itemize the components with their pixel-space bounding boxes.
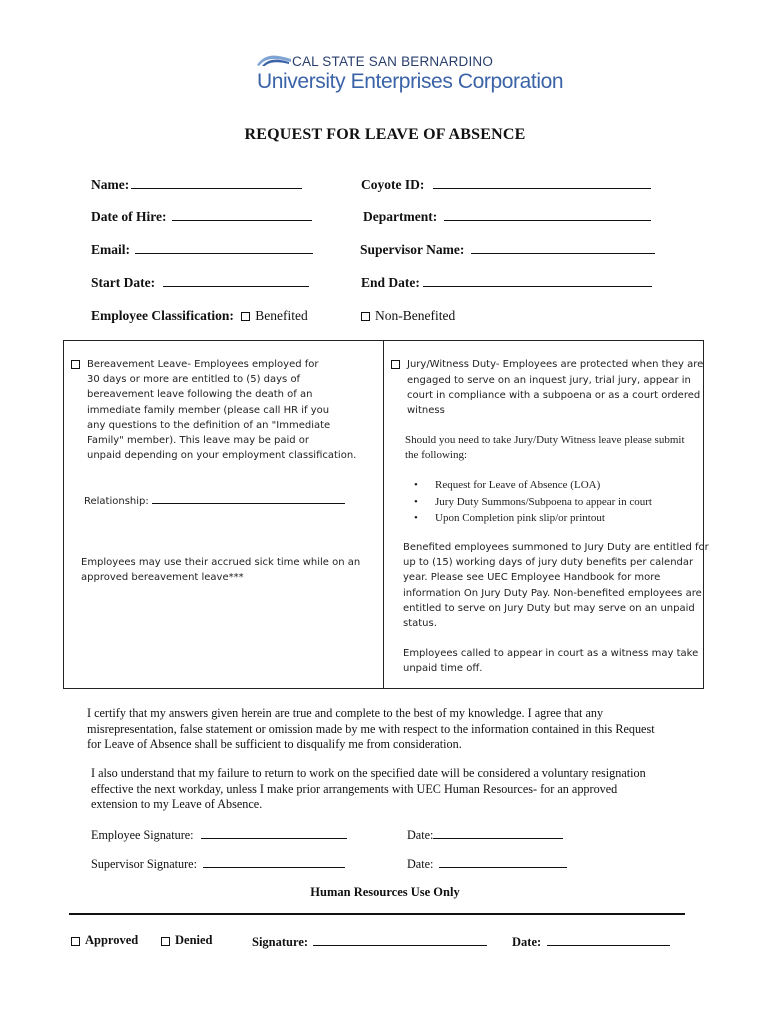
denied-option: [161, 933, 213, 948]
supervisor-name-field[interactable]: [360, 241, 655, 258]
bereavement-line: unpaid depending on your employment classification.: [87, 450, 357, 462]
employee-signature-line[interactable]: [201, 826, 347, 839]
jury-benefited-note: [403, 540, 709, 631]
bereavement-checkbox[interactable]: [71, 360, 80, 369]
resignation-line: extension to my Leave of Absence.: [91, 797, 263, 811]
sick-time-note: [81, 555, 360, 585]
jury-line: Jury/Witness Duty- Employees are protected when they are: [407, 359, 704, 370]
relationship-field[interactable]: [84, 494, 345, 509]
certify-line: misrepresentation, false statement or omission made by me with respect to the information contained in this Request: [87, 721, 655, 736]
non-benefited-label: Non-Benefited: [375, 308, 456, 323]
jury-bullet-item: • Upon Completion pink slip/or printout: [405, 511, 652, 528]
benefited-label: Benefited: [255, 308, 308, 323]
supervisor-date-line[interactable]: [439, 855, 567, 868]
supervisor-name-input-line[interactable]: [471, 241, 655, 254]
employee-date-field[interactable]: [407, 826, 563, 844]
employee-signature-field[interactable]: [91, 826, 347, 844]
jury-submit-note: [405, 433, 685, 463]
supervisor-signature-line[interactable]: [203, 855, 345, 868]
jury-bullet-item: • Request for Leave of Absence (LOA): [405, 478, 652, 495]
certify-paragraph: [87, 706, 655, 753]
employee-classification-field: [91, 308, 308, 324]
relationship-label: Relationship:: [84, 496, 149, 507]
end-date-field[interactable]: [361, 274, 652, 291]
bereavement-line: 30 days or more are entitled to (5) days of: [87, 374, 301, 386]
hr-date-line[interactable]: [547, 933, 670, 946]
cal-state-logo-icon: [256, 51, 292, 67]
jury-benefited-line: status.: [403, 618, 437, 630]
sick-time-line: approved bereavement leave***: [81, 572, 244, 584]
supervisor-name-label: Supervisor Name:: [360, 242, 465, 257]
jury-benefited-line: up to (15) working days of jury duty benefits per calendar: [403, 557, 694, 569]
end-date-label: End Date:: [361, 275, 420, 290]
jury-witness-note: [403, 646, 698, 676]
start-date-label: Start Date:: [91, 275, 156, 290]
date-of-hire-label: Date of Hire:: [91, 209, 167, 224]
denied-label: Denied: [175, 933, 213, 947]
jury-submit-line: the following:: [405, 449, 468, 461]
bereavement-line: bereavement leave following the death of an: [87, 389, 313, 401]
email-input-line[interactable]: [135, 241, 313, 254]
hr-signature-label: Signature:: [252, 935, 309, 949]
org-top-name: CAL STATE SAN BERNARDINO: [292, 54, 494, 69]
non-benefited-option: [361, 308, 455, 324]
jury-line: engaged to serve on an inquest jury, trial jury, appear in: [407, 374, 691, 386]
coyote-id-label: Coyote ID:: [361, 177, 425, 192]
form-title: REQUEST FOR LEAVE OF ABSENCE: [244, 126, 526, 143]
approved-option: [71, 933, 138, 948]
department-field[interactable]: [363, 208, 651, 225]
bereavement-line: Family" member). This leave may be paid or: [87, 435, 310, 447]
leave-type-divider: [383, 340, 384, 689]
start-date-input-line[interactable]: [163, 274, 309, 287]
coyote-id-input-line[interactable]: [433, 176, 651, 189]
hr-date-label: Date:: [512, 935, 542, 949]
supervisor-date-field[interactable]: [407, 855, 567, 873]
jury-bullet-list: [405, 478, 652, 528]
employee-date-line[interactable]: [433, 826, 563, 839]
jury-benefited-line: year. Please see UEC Employee Handbook for more: [403, 572, 661, 584]
jury-description: [407, 357, 703, 372]
coyote-id-field[interactable]: [361, 176, 651, 193]
jury-submit-line: Should you need to take Jury/Duty Witness leave please submit: [405, 434, 685, 446]
email-label: Email:: [91, 242, 130, 257]
bereavement-line: any questions to the definition of an "Immediate: [87, 419, 331, 431]
jury-benefited-line: entitled to serve on Jury Duty but may serve on an unpaid: [403, 602, 695, 614]
supervisor-date-label: Date:: [407, 857, 434, 871]
date-of-hire-field[interactable]: [91, 208, 312, 225]
hr-divider-rule: [69, 913, 685, 915]
name-label: Name:: [91, 177, 130, 192]
jury-line: witness: [407, 404, 445, 416]
jury-line: court in compliance with a subpoena or as a court ordered: [407, 389, 701, 401]
non-benefited-checkbox[interactable]: [361, 312, 370, 321]
benefited-checkbox[interactable]: [241, 312, 250, 321]
jury-witness-line: Employees called to appear in court as a witness may take: [403, 648, 699, 659]
date-of-hire-input-line[interactable]: [172, 208, 312, 221]
certify-line: for Leave of Absence shall be sufficient to disqualify me from consideration.: [87, 737, 462, 751]
jury-benefited-line: information On Jury Duty Pay. Non-benefited employees are: [403, 587, 702, 599]
supervisor-signature-label: Supervisor Signature:: [91, 857, 197, 871]
bereavement-description: [87, 357, 356, 463]
resignation-line: effective the next workday, unless I make prior arrangements with UEC Human Resources- for an approved: [91, 781, 618, 796]
denied-checkbox[interactable]: [161, 937, 170, 946]
start-date-field[interactable]: [91, 274, 309, 291]
name-field[interactable]: [91, 176, 302, 193]
email-field[interactable]: [91, 241, 313, 258]
approved-checkbox[interactable]: [71, 937, 80, 946]
resignation-paragraph: [91, 766, 646, 813]
jury-bullet-item: • Jury Duty Summons/Subpoena to appear in court: [405, 495, 652, 512]
sick-time-line: Employees may use their accrued sick time while on an: [81, 557, 361, 568]
employee-signature-label: Employee Signature:: [91, 828, 194, 842]
supervisor-signature-field[interactable]: [91, 855, 345, 873]
employee-date-label: Date:: [407, 828, 434, 842]
department-input-line[interactable]: [444, 208, 651, 221]
jury-description-cont: [407, 373, 700, 419]
name-input-line[interactable]: [131, 176, 302, 189]
bereavement-line: immediate family member (please call HR if you: [87, 404, 330, 416]
approved-label: Approved: [85, 933, 139, 947]
jury-benefited-line: Benefited employees summoned to Jury Duty are entitled for: [403, 542, 709, 553]
bereavement-line: Bereavement Leave- Employees employed for: [87, 359, 319, 370]
org-main-name: University Enterprises Corporation: [257, 70, 564, 93]
employee-classification-label: Employee Classification:: [91, 308, 234, 323]
hr-signature-line[interactable]: [313, 933, 487, 946]
resignation-line: I also understand that my failure to return to work on the specified date will be considered a voluntary resignation: [91, 766, 646, 780]
end-date-input-line[interactable]: [423, 274, 652, 287]
jury-witness-checkbox[interactable]: [391, 360, 400, 369]
certify-line: I certify that my answers given herein are true and complete to the best of my knowledge. I agree that any: [87, 706, 604, 720]
jury-witness-line: unpaid time off.: [403, 663, 483, 675]
department-label: Department:: [363, 209, 438, 224]
hr-date-field[interactable]: [512, 933, 670, 950]
relationship-input-line[interactable]: [152, 494, 345, 504]
hr-use-only-heading: Human Resources Use Only: [310, 885, 460, 899]
hr-signature-field[interactable]: [252, 933, 487, 950]
